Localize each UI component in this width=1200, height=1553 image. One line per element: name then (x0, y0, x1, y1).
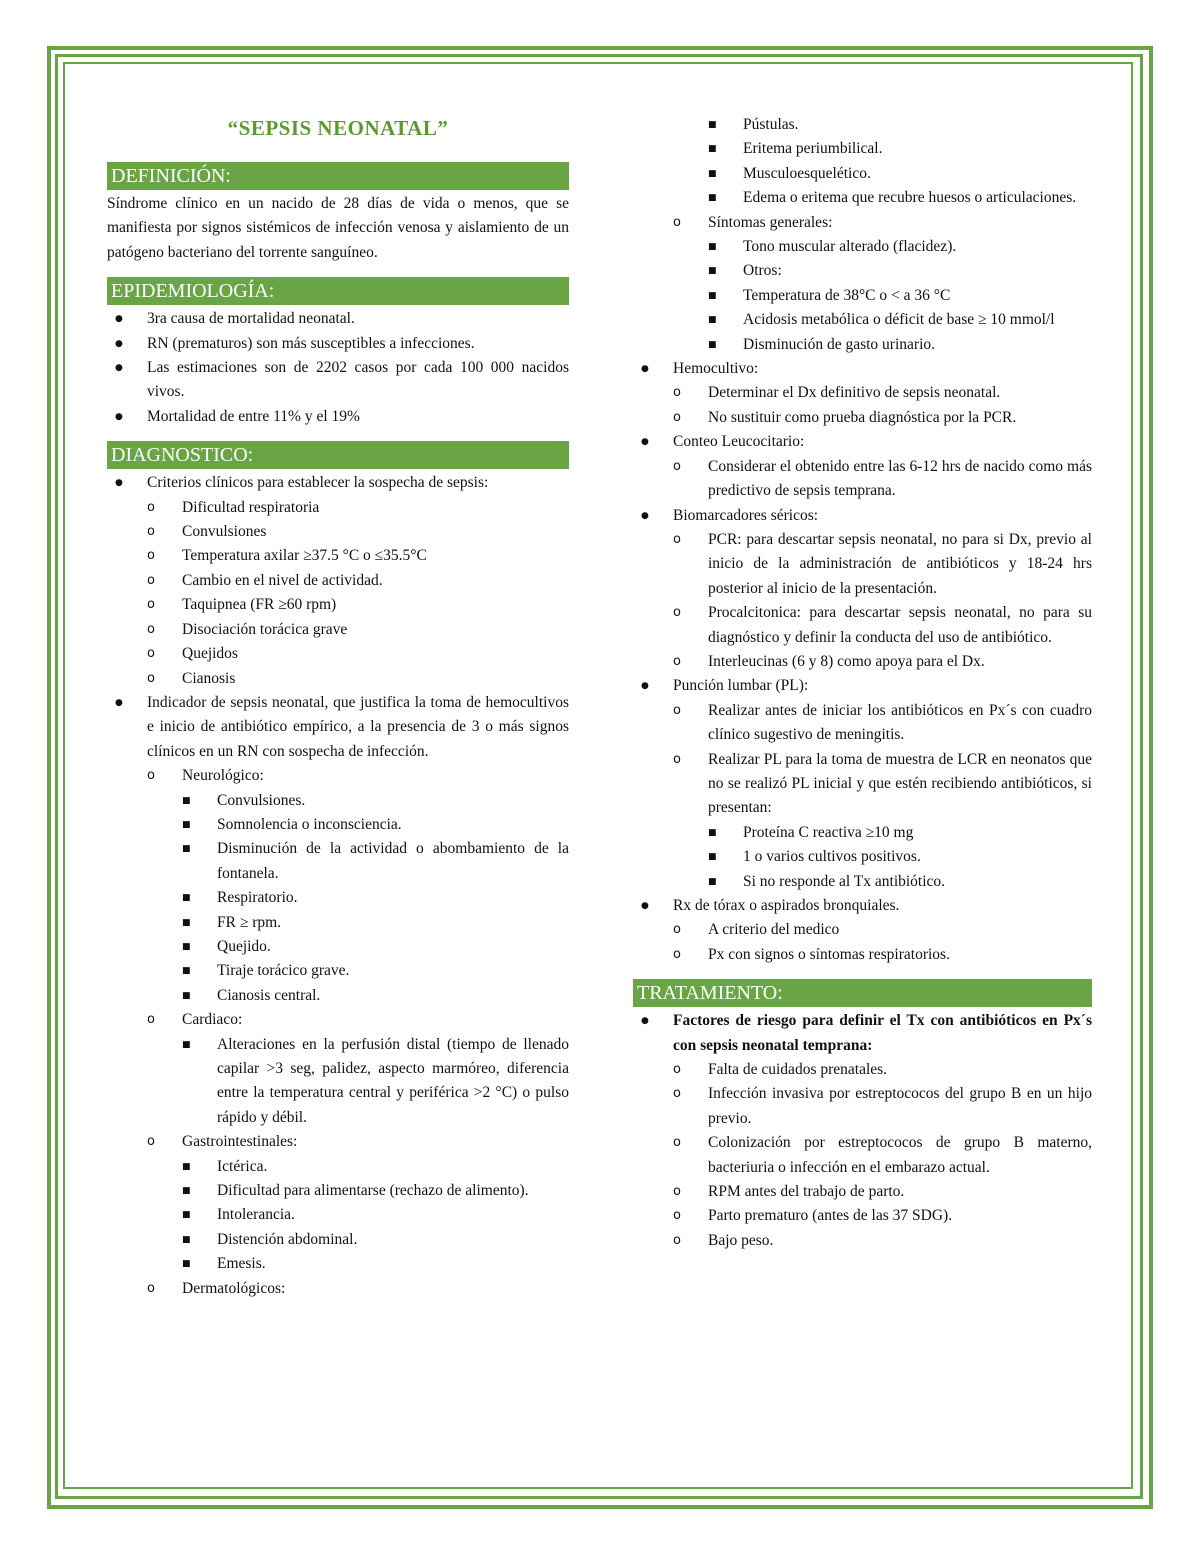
list-item: ■ Temperatura de 38°C o < a 36 °C (633, 284, 1092, 308)
circle-bullet-icon: o (147, 621, 155, 637)
list-item: o Realizar PL para la toma de muestra de LCR en neonatos que no se realizó PL inicial y que estén recibiendo antibióticos, si presentan: (633, 748, 1092, 821)
square-bullet-icon: ■ (708, 852, 717, 863)
square-bullet-icon: ■ (708, 120, 717, 130)
circle-bullet-icon: o (673, 1232, 681, 1248)
list-item: ■ Musculoesquelético. (633, 162, 1092, 186)
square-bullet-icon: ■ (708, 876, 717, 887)
circle-bullet-icon: o (673, 214, 681, 230)
list-item: ■ Eritema periumbilical. (633, 137, 1092, 161)
list-item: ■ Dificultad para alimentarse (rechazo de alimento). (107, 1179, 569, 1203)
list-item: o No sustituir como prueba diagnóstica por la PCR. (633, 406, 1092, 430)
circle-bullet-icon: o (673, 751, 681, 767)
square-bullet-icon: ■ (182, 1161, 191, 1172)
list-item: o Cambio en el nivel de actividad. (107, 569, 569, 593)
list-item: o Disociación torácica grave (107, 618, 569, 642)
list-item: ■ Respiratorio. (107, 886, 569, 910)
list-item: o Falta de cuidados prenatales. (633, 1058, 1092, 1082)
list-item: ■ FR ≥ rpm. (107, 911, 569, 935)
bullet-icon: ● (115, 697, 123, 708)
bullet-icon: ● (115, 314, 123, 325)
square-bullet-icon: ■ (182, 819, 191, 830)
list-item: ■ Tono muscular alterado (flacidez). (633, 235, 1092, 259)
list-item: ■ Cianosis central. (107, 984, 569, 1008)
section-heading-tratamiento: TRATAMIENTO: (633, 979, 1092, 1007)
bullet-icon: ● (115, 363, 123, 374)
bullet-icon: ● (115, 411, 123, 422)
circle-bullet-icon: o (673, 385, 681, 401)
circle-bullet-icon: o (673, 653, 681, 669)
list-item: ● Hemocultivo: (633, 357, 1092, 381)
list-item: ● Biomarcadores séricos: (633, 504, 1092, 528)
circle-bullet-icon: o (147, 572, 155, 588)
square-bullet-icon: ■ (708, 339, 717, 350)
circle-bullet-icon: o (673, 1208, 681, 1224)
list-item: o Convulsiones (107, 520, 569, 544)
list-item: ■ Pústulas. (633, 113, 1092, 137)
circle-bullet-icon: o (147, 597, 155, 613)
circle-bullet-icon: o (147, 768, 155, 784)
circle-bullet-icon: o (673, 702, 681, 718)
square-bullet-icon: ■ (182, 1039, 191, 1050)
bullet-icon: ● (115, 338, 123, 349)
bullet-icon: ● (641, 681, 649, 692)
list-item: ■ 1 o varios cultivos positivos. (633, 845, 1092, 869)
square-bullet-icon: ■ (708, 193, 717, 204)
square-bullet-icon: ■ (182, 941, 191, 952)
list-item: ■ Emesis. (107, 1252, 569, 1276)
circle-bullet-icon: o (147, 1012, 155, 1028)
circle-bullet-icon: o (673, 605, 681, 621)
list-item: ● Rx de tórax o aspirados bronquiales. (633, 894, 1092, 918)
square-bullet-icon: ■ (182, 990, 191, 1001)
section-heading-epidemiologia: EPIDEMIOLOGÍA: (107, 277, 569, 305)
list-item: ● Indicador de sepsis neonatal, que justifica la toma de hemocultivos e inicio de antibiótico empírico, a la presencia de 3 o más signos clínicos en un RN con sospecha de infección. (107, 691, 569, 764)
section-heading-definicion: DEFINICIÓN: (107, 162, 569, 190)
square-bullet-icon: ■ (708, 168, 717, 179)
list-item: o Síntomas generales: (633, 211, 1092, 235)
bullet-icon: ● (641, 901, 649, 911)
list-item: o Considerar el obtenido entre las 6-12 hrs de nacido como más predictivo de sepsis temprana. (633, 455, 1092, 504)
list-item: o Parto prematuro (antes de las 37 SDG). (633, 1204, 1092, 1228)
list-item: o Temperatura axilar ≥37.5 °C o ≤35.5°C (107, 544, 569, 568)
square-bullet-icon: ■ (708, 144, 717, 155)
list-item: o Quejidos (107, 642, 569, 666)
bullet-icon: ● (641, 510, 649, 521)
square-bullet-icon: ■ (182, 917, 191, 928)
list-item: o Bajo peso. (633, 1229, 1092, 1253)
list-item: ■ Acidosis metabólica o déficit de base ≥ 10 mmol/l (633, 308, 1092, 332)
list-item: ■ Distención abdominal. (107, 1228, 569, 1252)
bullet-icon: ● (641, 437, 649, 448)
circle-bullet-icon: o (673, 1135, 681, 1151)
diagnostico-list-left (107, 471, 569, 1301)
circle-bullet-icon: o (147, 548, 155, 564)
list-item: ■ Tiraje torácico grave. (107, 959, 569, 983)
list-item: o Procalcitonica: para descartar sepsis neonatal, no para su diagnóstico y definir la conducta del uso de antibiótico. (633, 601, 1092, 650)
bullet-icon: ● (641, 1016, 649, 1027)
list-item: o Gastrointestinales: (107, 1130, 569, 1154)
left-column (107, 113, 569, 1301)
list-item: ■ Intolerancia. (107, 1203, 569, 1227)
square-bullet-icon: ■ (182, 1234, 191, 1245)
list-item: ■ Convulsiones. (107, 789, 569, 813)
bullet-icon: ● (641, 364, 649, 375)
list-item: ■ Disminución de gasto urinario. (633, 333, 1092, 357)
list-item: ■ Disminución de la actividad o abombamiento de la fontanela. (107, 837, 569, 886)
page-title: “SEPSIS NEONATAL” (227, 116, 449, 140)
square-bullet-icon: ■ (182, 966, 191, 977)
list-item: o Realizar antes de iniciar los antibióticos en Px´s con cuadro clínico sugestivo de meningitis. (633, 699, 1092, 748)
list-item: o Cianosis (107, 667, 569, 691)
square-bullet-icon: ■ (182, 1186, 191, 1197)
list-item: ■ Alteraciones en la perfusión distal (tiempo de llenado capilar >3 seg, palidez, aspecto marmóreo, diferencia entre la temperatura central y periférica >2 °C) o pulso rápido y débil. (107, 1033, 569, 1131)
list-item: ● Criterios clínicos para establecer la sospecha de sepsis: (107, 471, 569, 495)
list-item: ● 3ra causa de mortalidad neonatal. (107, 307, 569, 331)
list-item: ■ Otros: (633, 259, 1092, 283)
square-bullet-icon: ■ (182, 1210, 191, 1221)
list-item: ● Las estimaciones son de 2202 casos por cada 100 000 nacidos vivos. (107, 356, 569, 405)
square-bullet-icon: ■ (182, 1259, 191, 1270)
square-bullet-icon: ■ (708, 290, 717, 301)
list-item: ● Conteo Leucocitario: (633, 430, 1092, 454)
circle-bullet-icon: o (147, 1134, 155, 1150)
list-item: ● Mortalidad de entre 11% y el 19% (107, 405, 569, 429)
list-item: o Infección invasiva por estreptococos del grupo B en un hijo previo. (633, 1082, 1092, 1131)
circle-bullet-icon: o (147, 646, 155, 662)
list-item: o Neurológico: (107, 764, 569, 788)
list-item: o PCR: para descartar sepsis neonatal, no para si Dx, previo al inicio de la administración de antibióticos y 18-24 hrs posterior al inicio de la presentación. (633, 528, 1092, 601)
square-bullet-icon: ■ (182, 795, 191, 806)
list-item: o Dificultad respiratoria (107, 496, 569, 520)
circle-bullet-icon: o (147, 670, 155, 686)
circle-bullet-icon: o (673, 1062, 681, 1078)
list-item: o Interleucinas (6 y 8) como apoya para el Dx. (633, 650, 1092, 674)
circle-bullet-icon: o (673, 458, 681, 474)
list-item: ■ Quejido. (107, 935, 569, 959)
list-item: ● Factores de riesgo para definir el Tx con antibióticos en Px´s con sepsis neonatal temprana: (633, 1009, 1092, 1058)
square-bullet-icon: ■ (182, 844, 191, 855)
list-item: o Px con signos o síntomas respiratorios. (633, 943, 1092, 967)
bullet-icon: ● (115, 478, 123, 489)
definicion-text: Síndrome clínico en un nacido de 28 días de vida o menos, que se manifiesta por signos sistémicos de infección venosa y aislamiento de un patógeno bacteriano del torrente sanguíneo. (107, 195, 569, 261)
list-item: ■ Somnolencia o inconsciencia. (107, 813, 569, 837)
square-bullet-icon: ■ (182, 893, 191, 904)
circle-bullet-icon: o (673, 409, 681, 425)
tratamiento-list (633, 1009, 1092, 1253)
square-bullet-icon: ■ (708, 827, 717, 838)
list-item: o Taquipnea (FR ≥60 rpm) (107, 593, 569, 617)
circle-bullet-icon: o (673, 1184, 681, 1200)
square-bullet-icon: ■ (708, 242, 717, 253)
list-item: o Determinar el Dx definitivo de sepsis neonatal. (633, 381, 1092, 405)
square-bullet-icon: ■ (708, 315, 717, 326)
circle-bullet-icon: o (673, 946, 681, 962)
list-item: o Colonización por estreptococos de grupo B materno, bacteriuria o infección en el embarazo actual. (633, 1131, 1092, 1180)
list-item: o Dermatológicos: (107, 1277, 569, 1301)
diagnostico-list-right (633, 113, 1092, 967)
right-column (633, 113, 1092, 1253)
list-item: ● RN (prematuros) son más susceptibles a infecciones. (107, 332, 569, 356)
list-item: ● Punción lumbar (PL): (633, 674, 1092, 698)
circle-bullet-icon: o (147, 524, 155, 540)
list-item: o Cardiaco: (107, 1008, 569, 1032)
list-item: ■ Edema o eritema que recubre huesos o articulaciones. (633, 186, 1092, 210)
section-heading-diagnostico: DIAGNOSTICO: (107, 441, 569, 469)
circle-bullet-icon: o (673, 531, 681, 547)
circle-bullet-icon: o (147, 499, 155, 515)
circle-bullet-icon: o (673, 922, 681, 938)
circle-bullet-icon: o (673, 1086, 681, 1102)
list-item: ■ Ictérica. (107, 1155, 569, 1179)
list-item: ■ Si no responde al Tx antibiótico. (633, 870, 1092, 894)
list-item: o A criterio del medico (633, 918, 1092, 942)
list-item: o RPM antes del trabajo de parto. (633, 1180, 1092, 1204)
square-bullet-icon: ■ (708, 266, 717, 277)
list-item: ■ Proteína C reactiva ≥10 mg (633, 821, 1092, 845)
epidemiologia-list (107, 307, 569, 429)
circle-bullet-icon: o (147, 1280, 155, 1296)
